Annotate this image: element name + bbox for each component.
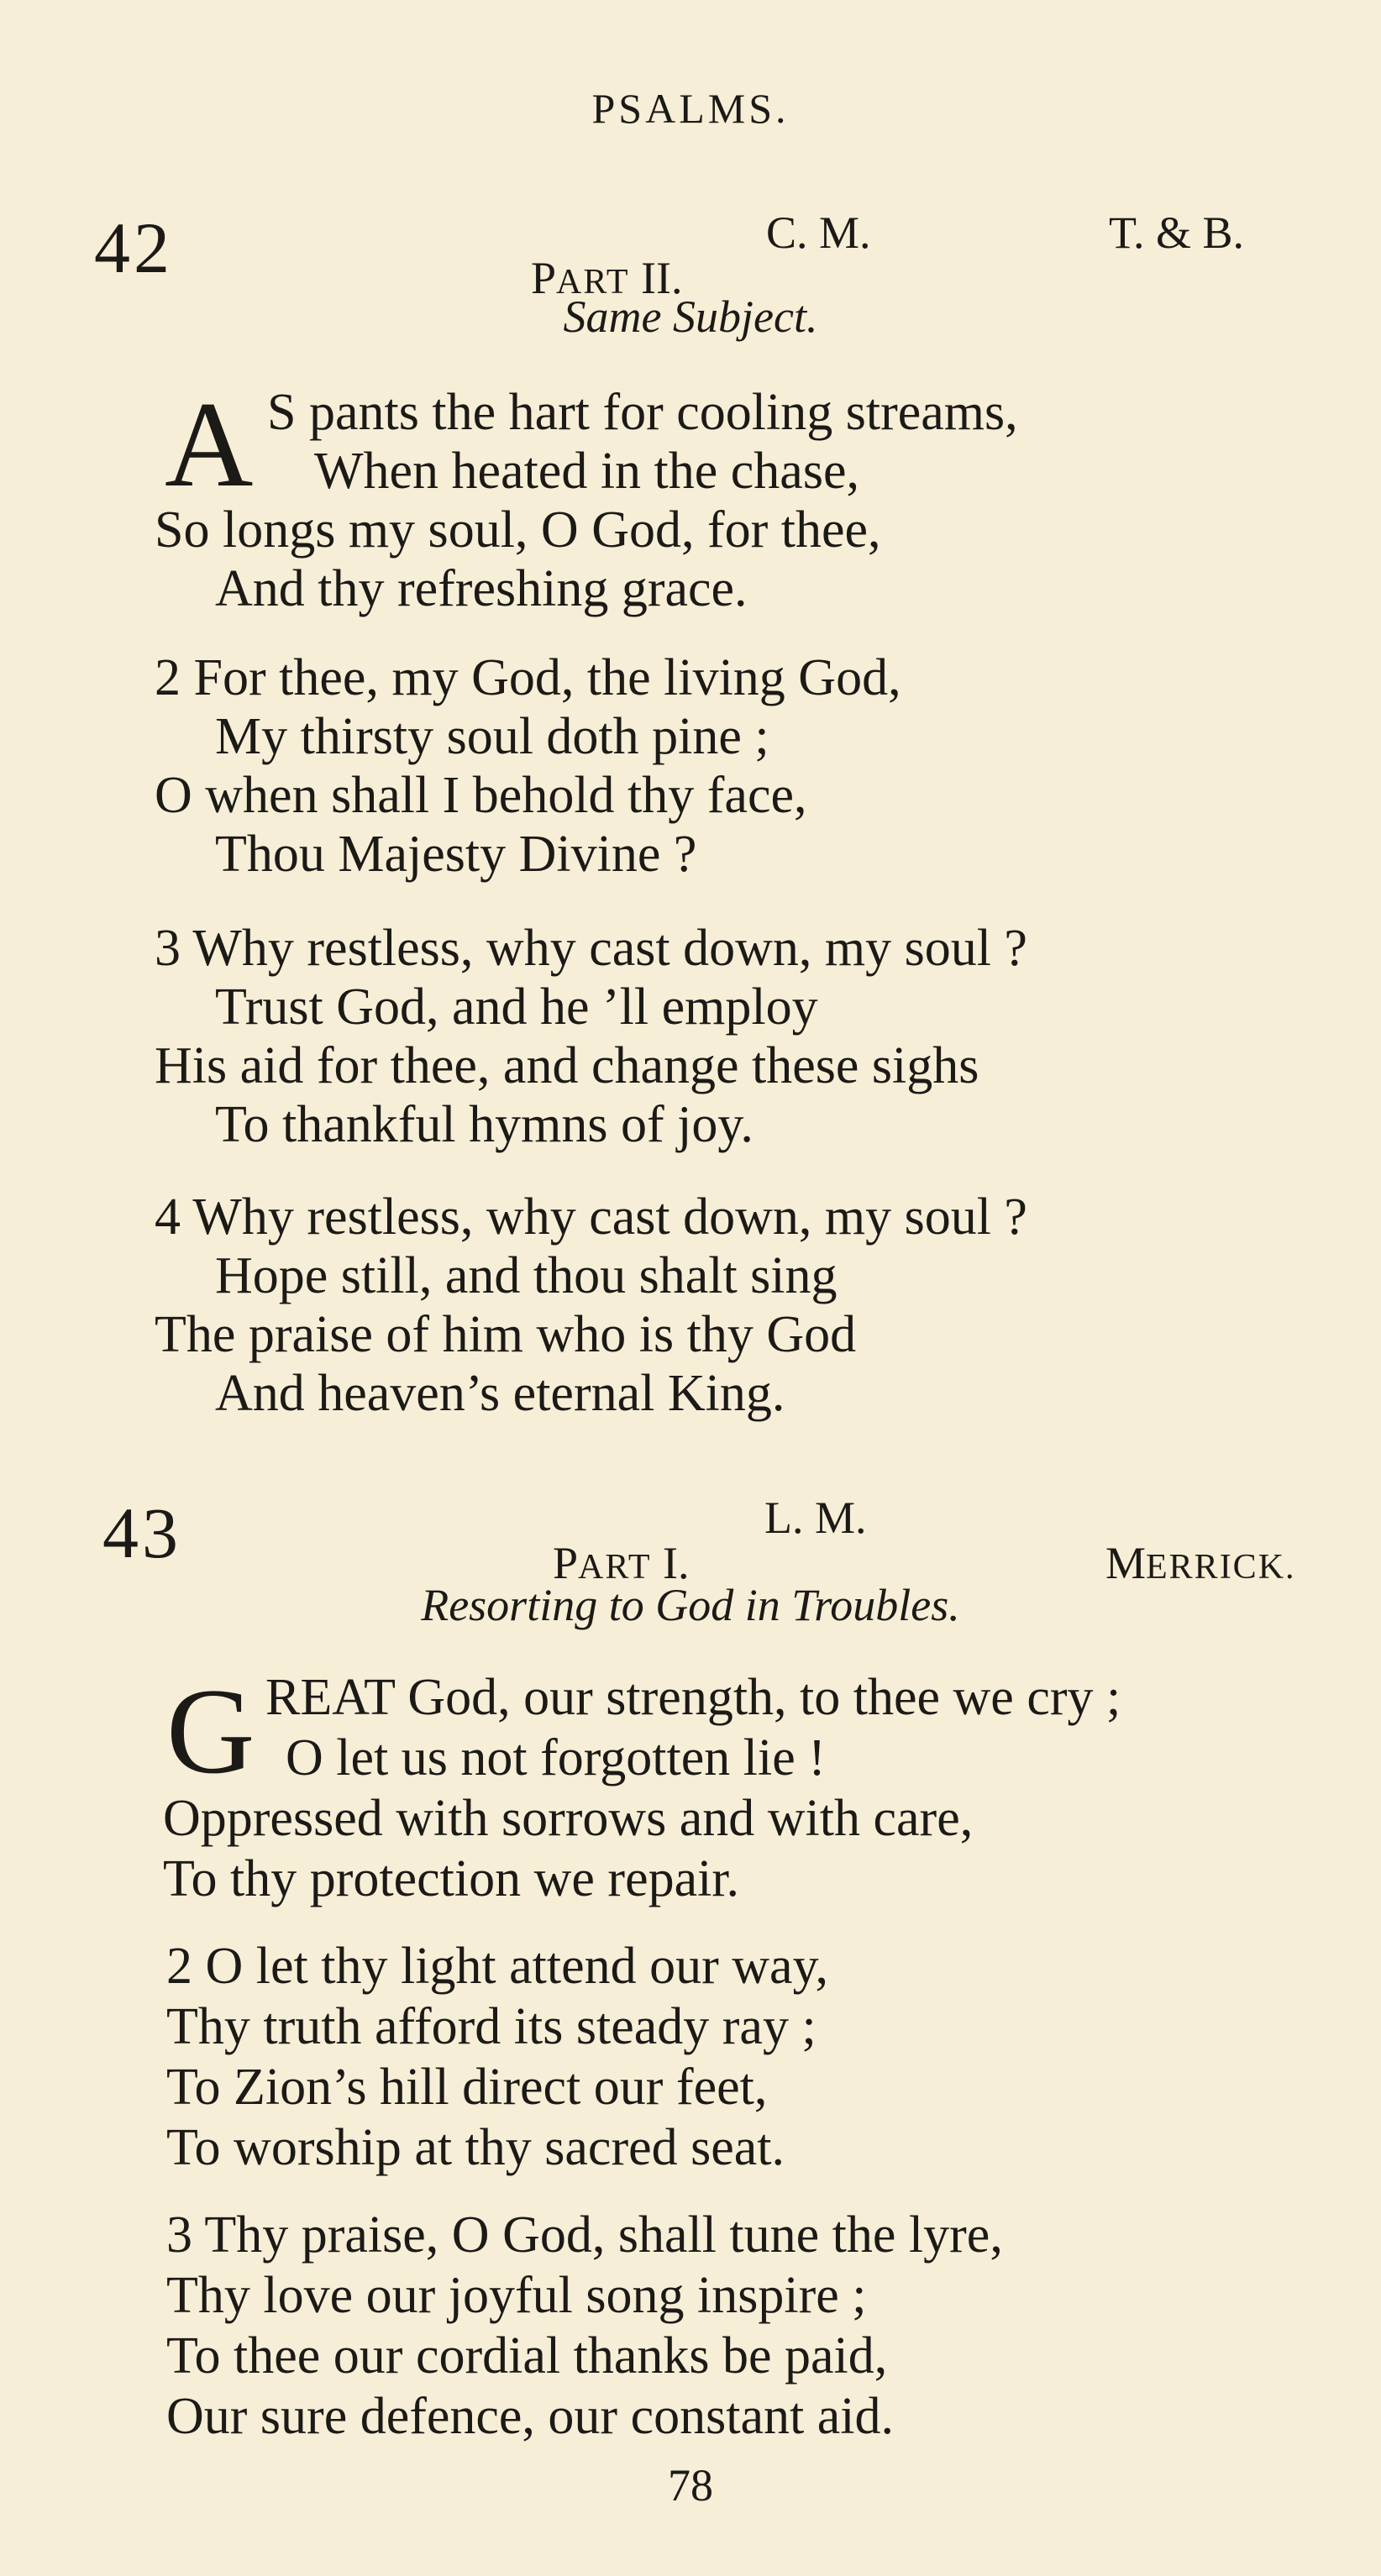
verse-line: S pants the hart for cooling streams, bbox=[267, 384, 1018, 441]
hymn-meter: C. M. bbox=[766, 207, 871, 258]
verse-line: So longs my soul, O God, for thee, bbox=[155, 501, 881, 559]
drop-cap: A bbox=[165, 376, 254, 512]
verse-line: Oppressed with sorrows and with care, bbox=[163, 1790, 974, 1847]
verse-line: Trust God, and he ’ll employ bbox=[215, 978, 818, 1036]
verse-line: To worship at thy sacred seat. bbox=[166, 2119, 785, 2176]
hymn-number: 42 bbox=[94, 207, 173, 288]
verse-line: The praise of him who is thy God bbox=[155, 1306, 857, 1363]
verse-line: To thee our cordial thanks be paid, bbox=[166, 2327, 888, 2385]
verse-line: O when shall I behold thy face, bbox=[155, 767, 807, 824]
hymn-subtitle: Resorting to God in Troubles. bbox=[421, 1580, 960, 1630]
verse-line: My thirsty soul doth pine ; bbox=[215, 708, 769, 765]
verse-line: His aid for thee, and change these sighs bbox=[155, 1037, 979, 1094]
hymn-number: 43 bbox=[102, 1493, 181, 1573]
hymn-tune: T. & B. bbox=[1109, 207, 1244, 258]
page-number: 78 bbox=[668, 2460, 713, 2510]
verse-line: 4 Why restless, why cast down, my soul ? bbox=[155, 1188, 1027, 1246]
drop-cap: G bbox=[166, 1663, 255, 1799]
verse-line: Thy truth afford its steady ray ; bbox=[166, 1998, 817, 2055]
verse-line: REAT God, our strength, to thee we cry ; bbox=[265, 1669, 1121, 1726]
verse-line: Our sure defence, our constant aid. bbox=[166, 2388, 894, 2445]
verse-line: Thy love our joyful song inspire ; bbox=[166, 2267, 867, 2324]
hymn-meter: L. M. bbox=[764, 1493, 867, 1543]
verse-line: Hope still, and thou shalt sing bbox=[215, 1247, 838, 1304]
verse-line: And thy refreshing grace. bbox=[215, 560, 748, 617]
verse-line: When heated in the chase, bbox=[314, 443, 859, 500]
verse-line: 2 O let thy light attend our way, bbox=[166, 1938, 829, 1995]
running-head: PSALMS. bbox=[591, 85, 790, 132]
verse-line: 2 For thee, my God, the living God, bbox=[155, 649, 901, 706]
verse-line: Thou Majesty Divine ? bbox=[215, 826, 697, 883]
hymn-subtitle: Same Subject. bbox=[563, 291, 818, 342]
verse-line: To Zion’s hill direct our feet, bbox=[166, 2059, 768, 2116]
hymn-part: PART I. bbox=[553, 1538, 690, 1588]
verse-line: O let us not forgotten lie ! bbox=[286, 1729, 826, 1786]
verse-line: 3 Thy praise, O God, shall tune the lyre, bbox=[166, 2206, 1003, 2264]
verse-line: To thankful hymns of joy. bbox=[215, 1096, 754, 1153]
verse-line: And heaven’s eternal King. bbox=[215, 1365, 785, 1422]
verse-line: 3 Why restless, why cast down, my soul ? bbox=[155, 920, 1027, 977]
hymn-part: PART II. bbox=[531, 253, 683, 303]
verse-line: To thy protection we repair. bbox=[163, 1850, 740, 1907]
hymn-tune: MERRICK. bbox=[1105, 1538, 1296, 1588]
